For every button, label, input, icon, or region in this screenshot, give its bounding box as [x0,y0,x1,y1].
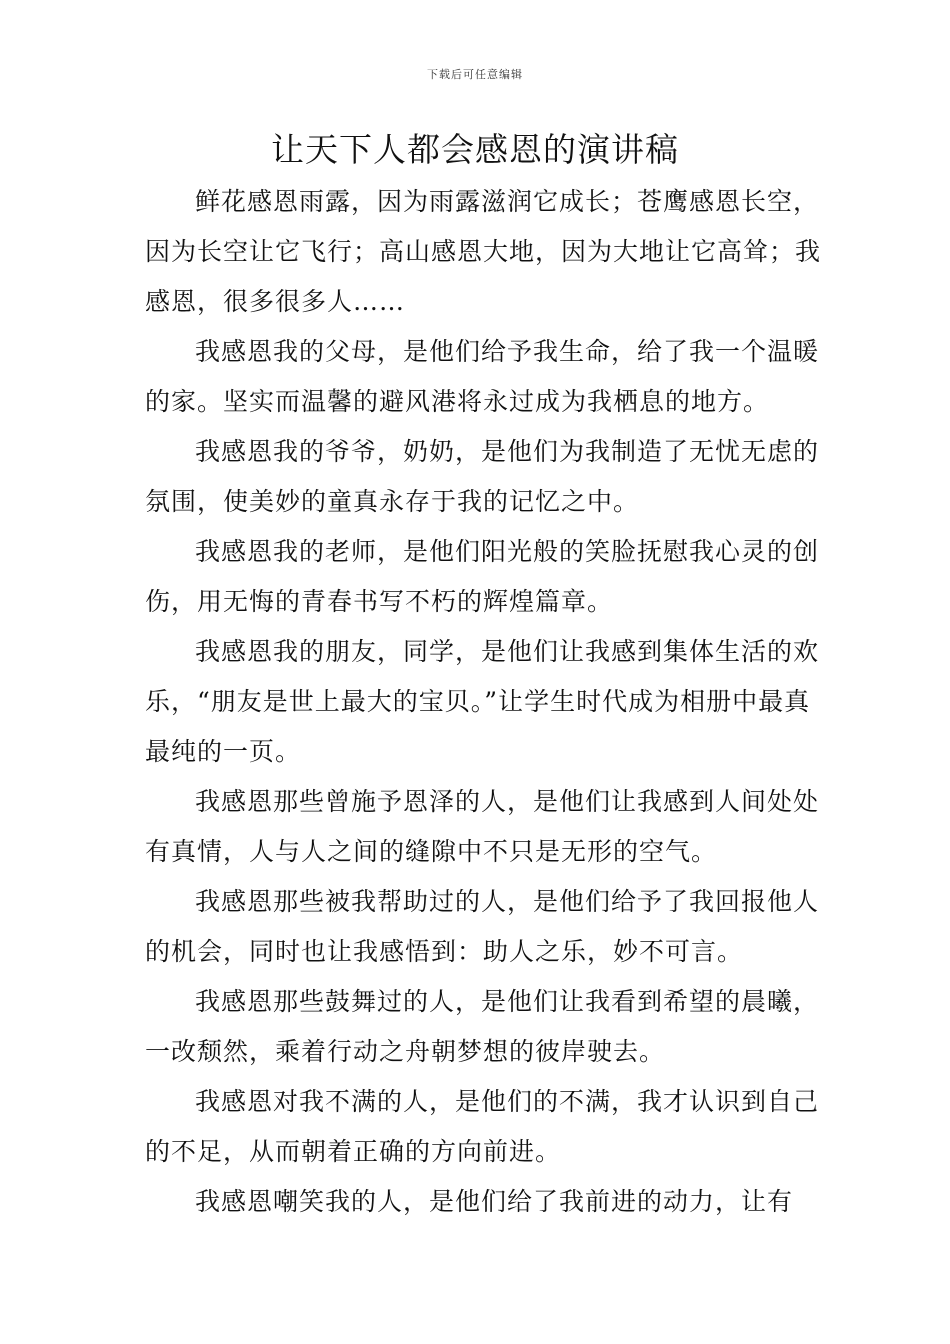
paragraph-5: 我感恩我的朋友，同学，是他们让我感到集体生活的欢乐，“朋友是世上最大的宝贝。”让学生时代成为相册中最真最纯的一页。 [145,637,820,766]
paragraph-8: 我感恩那些鼓舞过的人，是他们让我看到希望的晨曦，一改颓然，乘着行动之舟朝梦想的彼岸驶去。 [145,987,820,1066]
header-note: 下载后可任意编辑 [427,68,523,81]
paragraph-7: 我感恩那些被我帮助过的人，是他们给予了我回报他人的机会，同时也让我感悟到：助人之乐，妙不可言。 [145,887,820,966]
paragraph-1: 鲜花感恩雨露，因为雨露滋润它成长；苍鹰感恩长空，因为长空让它飞行；高山感恩大地，因为大地让它高耸；我感恩，很多很多人…… [145,187,822,316]
paragraph-2: 我感恩我的父母，是他们给予我生命，给了我一个温暖的家。坚实而温馨的避风港将永过成为我栖息的地方。 [145,337,820,416]
document-title: 让天下人都会感恩的演讲稿 [271,130,679,169]
document-body [145,177,825,1227]
paragraph-10: 我感恩嘲笑我的人，是他们给了我前进的动力，让有 [195,1187,794,1216]
paragraph-6: 我感恩那些曾施予恩泽的人，是他们让我感到人间处处有真情，人与人之间的缝隙中不只是无形的空气。 [145,787,820,866]
paragraph-4: 我感恩我的老师，是他们阳光般的笑脸抚慰我心灵的创伤，用无悔的青春书写不朽的辉煌篇章。 [145,537,820,616]
paragraph-9: 我感恩对我不满的人，是他们的不满，我才认识到自己的不足，从而朝着正确的方向前进。 [145,1087,820,1166]
paragraph-3: 我感恩我的爷爷，奶奶，是他们为我制造了无忧无虑的氛围，使美妙的童真永存于我的记忆之中。 [145,437,820,516]
